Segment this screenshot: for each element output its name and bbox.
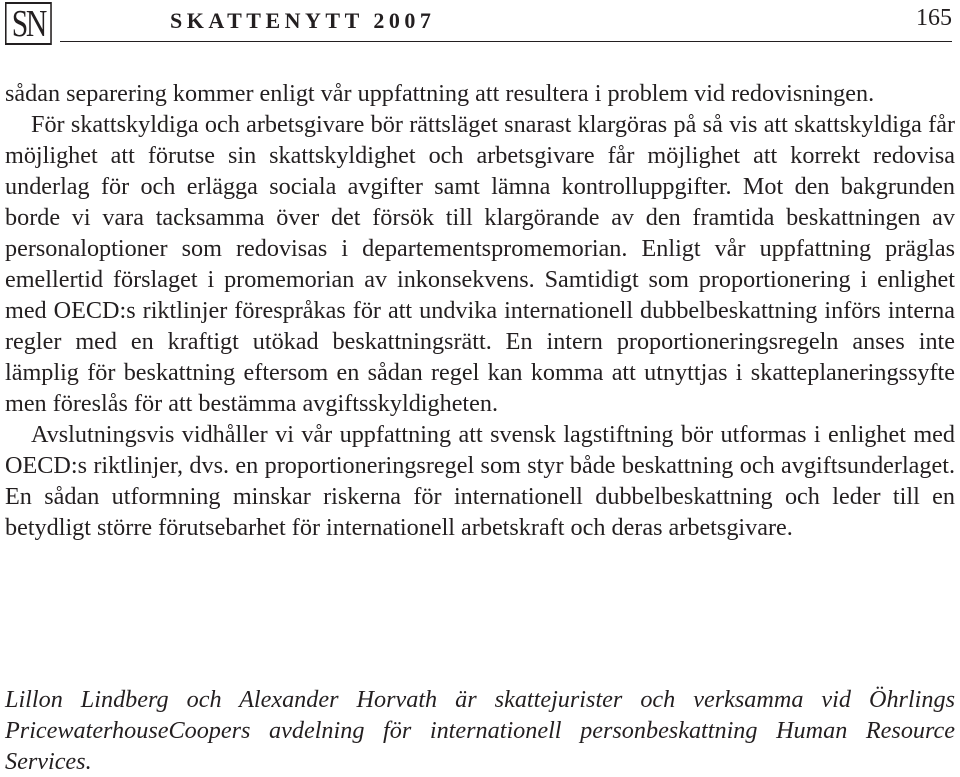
paragraph-continuation: sådan separering kommer enligt vår uppfattning att resultera i problem vid redovisningen.	[5, 80, 875, 107]
header-rule	[60, 41, 952, 42]
paragraph: För skattskyldiga och arbetsgivare bör rättsläget snarast klargöras på så vis att skattskyldiga får möjlighet att förutse sin skattskyldighet och arbetsgivare får möjlighet att korrekt redovisa underlag för och erlägga sociala avgifter samt lämna kontrolluppgifter. Mot den bakgrunden borde vi vara tacksamma över det försök till klargörande av den framtida beskattningen av personaloptioner som redovisas i departementspromemorian. Enligt vår uppfattning präglas emellertid förslaget i promemorian av inkonsekvens. Samtidigt som proportionering i enlighet med OECD:s riktlinjer förespråkas för att undvika internationell dubbelbeskattning införs interna regler med en kraftigt utökad beskattningsrätt. En intern proportioneringsregeln anses inte lämplig för beskattning eftersom en sådan regel kan komma att utnyttjas i skatteplaneringssyfte men föreslås för att bestämma avgiftsskyldigheten.	[5, 111, 955, 417]
page-number: 165	[916, 5, 952, 31]
author-note: Lillon Lindberg och Alexander Horvath är skattejurister och verksamma vid Öhrlings PricewaterhouseCoopers avdelning för internationell personbeskattning Human Resource Services.	[5, 686, 955, 775]
paragraph: Avslutningsvis vidhåller vi vår uppfattning att svensk lagstiftning bör utformas i enlighet med OECD:s riktlinjer, dvs. en proportioneringsregel som styr både beskattning och avgiftsunderlaget. En sådan utformning minskar riskerna för internationell dubbelbeskattning och leder till en betydligt större förutsebarhet för internationell arbetskraft och deras arbetsgivare.	[5, 421, 955, 541]
journal-title: SKATTENYTT 2007	[170, 8, 436, 33]
article-body	[5, 78, 955, 543]
page-header	[0, 0, 960, 52]
journal-logo: SN	[5, 2, 52, 45]
